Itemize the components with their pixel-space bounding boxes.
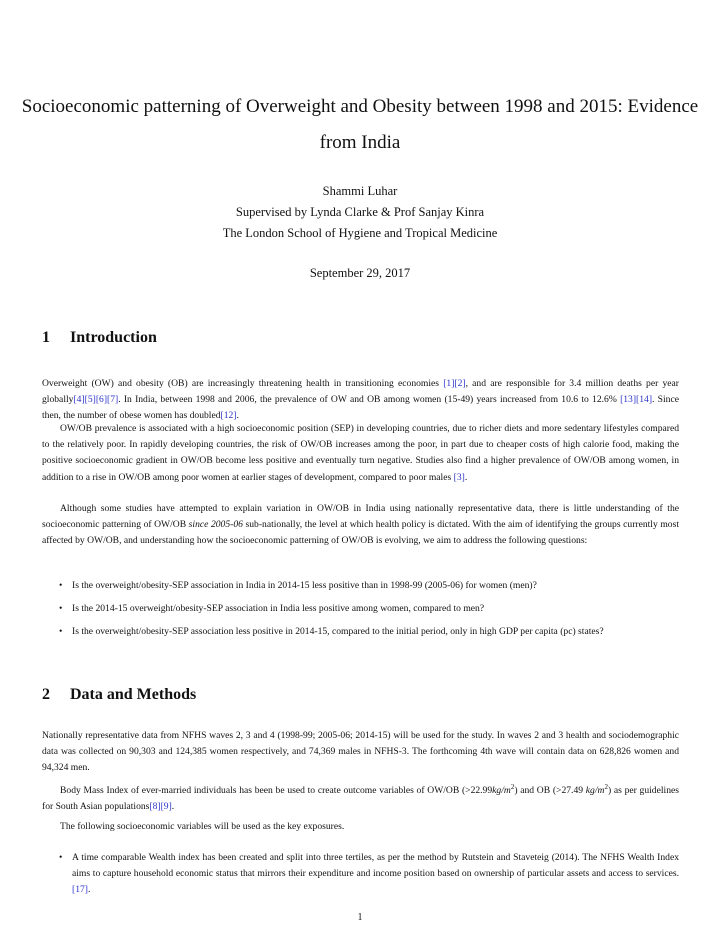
- citation-link[interactable]: [7]: [107, 394, 119, 406]
- citation-link[interactable]: [17]: [72, 884, 88, 896]
- citation-link[interactable]: [14]: [636, 394, 653, 406]
- section-heading-data-methods: [42, 686, 196, 704]
- emphasis: since 2005-06: [188, 519, 243, 531]
- intro-paragraph-1: Overweight (OW) and obesity (OB) are increasingly threatening health in transitioning economies [1][2], and are responsible for 3.4 million deaths per year globally[4][5][6][7]. In India, between 1998 and 2006, the prevalence of OW and OB among women (15-49) years increased from 10.6 to 12.6% [13][14]. Since then, the number of obese women has doubled[12].: [42, 378, 679, 422]
- exposures-list: [42, 850, 679, 899]
- section-title: Data and Methods: [70, 686, 197, 703]
- citation-link[interactable]: [9]: [160, 801, 172, 813]
- citation-link[interactable]: [1]: [443, 378, 455, 389]
- bullet-icon: •: [59, 603, 63, 615]
- list-item: • Is the overweight/obesity-SEP association less positive in 2014-15, compared to the initial period, only in high GDP per capita (pc) states?: [42, 624, 679, 640]
- intro-paragraph-3: Although some studies have attempted to explain variation in OW/OB in India using nationally representative data, there is little understanding of the socioeconomic patterning of OW/OB since 2005-06 sub-nationally, the level at which health policy is dictated. With the aim of identifying the groups currently most affected by OW/OB, and understanding how the socioeconomic patterning of OW/OB is evolving, we aim to address the following questions:: [42, 503, 679, 547]
- bullet-icon: •: [59, 626, 63, 638]
- research-questions-list: [42, 578, 679, 641]
- citation-link[interactable]: [13]: [620, 394, 637, 406]
- methods-paragraph-2: Body Mass Index of ever-married individuals has been be used to create outcome variables of OW/OB $(>22.99kg/m^2)$ and OB (>27.49 $kg/m^2$) as per guidelines for South Asian populations[8][9].: [42, 783, 679, 813]
- bullet-icon: •: [59, 852, 63, 863]
- list-item: • A time comparable Wealth index has been created and split into three tertiles, as per the method by Rutstein and Staveteig (2014). The NFHS Wealth Index aims to capture household economic status that mirrors their expenditure and income position based on ownership of particular assets and access to services. [17].: [59, 852, 679, 896]
- methods-paragraph-3: The following socioeconomic variables will be used as the key exposures.: [60, 821, 345, 832]
- citation-link[interactable]: [2]: [454, 378, 466, 389]
- paper-title: Socioeconomic patterning of Overweight and Obesity between 1998 and 2015: Evidence from India: [21, 96, 699, 153]
- methods-paragraph-1: Nationally representative data from NFHS waves 2, 3 and 4 (1998-99; 2005-06; 2014-15) will be used for the study. In waves 2 and 3 health and sociodemographic data was collected on 90,303 and 124,385 women respectively, and 74,369 males in NFHS-3. The forthcoming 4th wave will contain data on 628,826 women and 94,324 men.: [42, 730, 679, 774]
- citation-link[interactable]: [8]: [149, 801, 161, 813]
- section-title: Introduction: [70, 329, 157, 346]
- list-item: • Is the overweight/obesity-SEP association in India in 2014-15 less positive than in 1998-99 (2005-06) for women (men)?: [42, 578, 679, 594]
- citation-link[interactable]: [4]: [73, 394, 85, 406]
- list-item: • Is the 2014-15 overweight/obesity-SEP association in India less positive among women, compared to men?: [42, 601, 679, 617]
- citation-link[interactable]: [5]: [84, 394, 96, 406]
- page-number: 1: [357, 912, 363, 923]
- supervisors: Supervised by Lynda Clarke & Prof Sanjay Kinra: [235, 205, 485, 219]
- section-number: 2: [42, 686, 50, 703]
- citation-link[interactable]: [6]: [95, 394, 108, 406]
- author: Shammi Luhar: [322, 184, 398, 198]
- section-heading-introduction: [42, 329, 157, 347]
- section-number: 1: [42, 329, 50, 346]
- institution: The London School of Hygiene and Tropical Medicine: [222, 226, 498, 240]
- date: September 29, 2017: [309, 266, 411, 280]
- citation-link[interactable]: [3]: [453, 471, 465, 483]
- bullet-icon: •: [59, 580, 63, 591]
- intro-paragraph-2: OW/OB prevalence is associated with a high socioeconomic position (SEP) in developing countries, due to richer diets and more sedentary lifestyles compared to the relatively poor. In rapidly developing countries, the risk of OW/OB increases among the poor, in part due to cheaper costs of high calorie food, making the positive socioeconomic gradient in OW/OB become less positive and eventually turn negative. Studies also find a higher prevalence of OW/OB among women, in addition to a rise in OW/OB among poor women at earlier stages of development, compared to poor males [3].: [42, 423, 679, 483]
- citation-link[interactable]: [12]: [220, 410, 237, 422]
